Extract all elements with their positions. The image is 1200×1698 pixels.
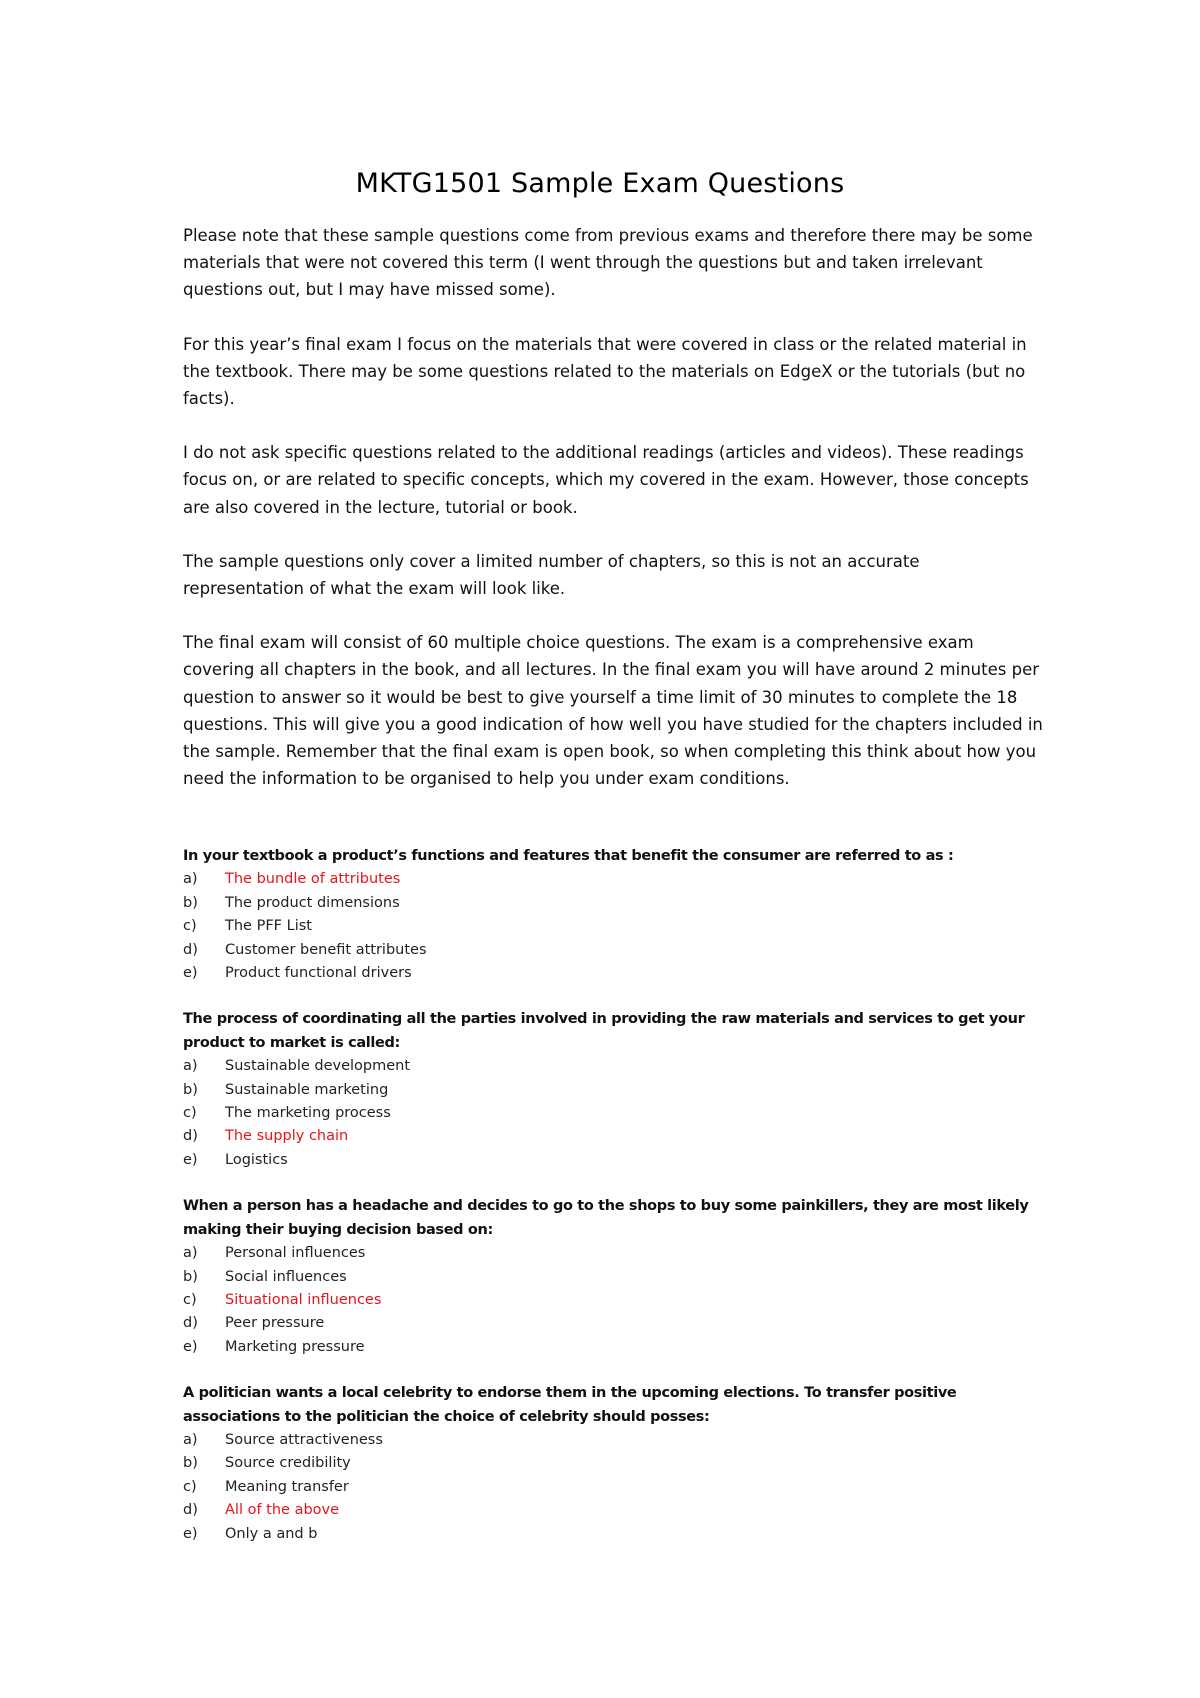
answer-option-correct [183,1499,1043,1522]
option-letter: b) [183,1268,198,1285]
option-text: Meaning transfer [225,1478,349,1495]
answer-option [183,1079,1043,1102]
option-letter: d) [183,1502,198,1519]
option-text: Sustainable development [225,1058,411,1075]
option-letter: b) [183,894,198,911]
intro-paragraph: I do not ask specific questions related to the additional readings (articles and videos). These readings focus on, or are related to specific concepts, which my covered in the exam. However, those concepts are also covered in the lecture, tutorial or book. [183,443,1029,517]
intro-paragraph: The sample questions only cover a limited number of chapters, so this is not an accurate representation of what the exam will look like. [183,551,920,599]
option-text: Customer benefit attributes [225,941,427,958]
answer-option [183,1476,1043,1499]
option-text: The bundle of attributes [225,871,401,888]
question-2 [183,1008,1043,1172]
page-title: MKTG1501 Sample Exam Questions [355,168,845,200]
questions-section [183,845,1043,1569]
answer-option [183,1312,1043,1335]
option-text: Marketing pressure [225,1338,365,1355]
option-letter: a) [183,1431,198,1448]
answer-option [183,892,1043,915]
option-text: Source credibility [225,1455,351,1472]
option-letter: a) [183,1245,198,1262]
answer-option [183,1452,1043,1475]
question-stem: A politician wants a local celebrity to endorse them in the upcoming elections. To transfer positive associations to the politician the choice of celebrity should posses: [183,1385,957,1425]
option-letter: d) [183,941,198,958]
intro-paragraph: For this year’s final exam I focus on the materials that were covered in class or the related material in the textbook. There may be some questions related to the materials on EdgeX or the tutorials (but no facts). [183,334,1027,409]
option-text: Source attractiveness [225,1431,383,1448]
answer-option [183,1429,1043,1452]
option-letter: e) [183,1525,198,1542]
question-stem: When a person has a headache and decides to go to the shops to buy some painkillers, they are most likely making their buying decision based on: [183,1198,1029,1238]
option-text: Product functional drivers [225,965,412,982]
answer-option-correct [183,1125,1043,1148]
answer-option-correct [183,1289,1043,1312]
answer-option [183,1149,1043,1172]
option-letter: d) [183,1315,198,1332]
answer-option [183,1523,1043,1546]
option-letter: b) [183,1081,198,1098]
option-letter: c) [183,1291,197,1308]
option-text: Situational influences [225,1291,382,1308]
option-letter: e) [183,1338,198,1355]
question-1 [183,845,1043,985]
answer-option [183,1242,1043,1265]
option-letter: e) [183,1151,198,1168]
option-letter: c) [183,1105,197,1122]
intro-paragraph: Please note that these sample questions come from previous exams and therefore there may be some materials that were not covered this term (I went through the questions but and taken irrelevant questions out, but I may have missed some). [183,226,1033,300]
answer-option-correct [183,868,1043,891]
option-text: The product dimensions [225,894,400,911]
option-letter: c) [183,1478,197,1495]
option-text: Personal influences [225,1245,366,1262]
option-letter: e) [183,965,198,982]
question-4 [183,1382,1043,1546]
answer-option [183,962,1043,985]
answer-option [183,1055,1043,1078]
intro-paragraph: The final exam will consist of 60 multiple choice questions. The exam is a comprehensive exam covering all chapters in the book, and all lectures. In the final exam you will have around 2 minutes per question to answer so it would be best to give yourself a time limit of 30 minutes to complete the 18 questions. This will give you a good indication of how well you have studied for the chapters included in the sample. Remember that the final exam is open book, so when completing this think about how you need the information to be organised to help you under exam conditions. [183,633,1043,789]
question-stem: The process of coordinating all the parties involved in providing the raw materials and services to get your product to market is called: [183,1011,1025,1051]
answer-option [183,915,1043,938]
intro-section [183,222,1043,819]
question-stem: In your textbook a product’s functions and features that benefit the consumer are referred to as : [183,848,954,864]
option-text: The supply chain [225,1128,349,1145]
question-3 [183,1195,1043,1359]
option-text: Social influences [225,1268,347,1285]
answer-option [183,1102,1043,1125]
answer-option [183,1266,1043,1289]
option-letter: a) [183,871,198,888]
option-text: All of the above [225,1502,340,1519]
option-letter: a) [183,1058,198,1075]
option-letter: b) [183,1455,198,1472]
answer-option [183,939,1043,962]
option-letter: c) [183,918,197,935]
answer-option [183,1336,1043,1359]
option-text: Logistics [225,1151,288,1168]
option-text: Peer pressure [225,1315,325,1332]
option-text: Only a and b [225,1525,318,1542]
option-text: The PFF List [225,918,312,935]
option-letter: d) [183,1128,198,1145]
option-text: Sustainable marketing [225,1081,389,1098]
option-text: The marketing process [225,1105,391,1122]
